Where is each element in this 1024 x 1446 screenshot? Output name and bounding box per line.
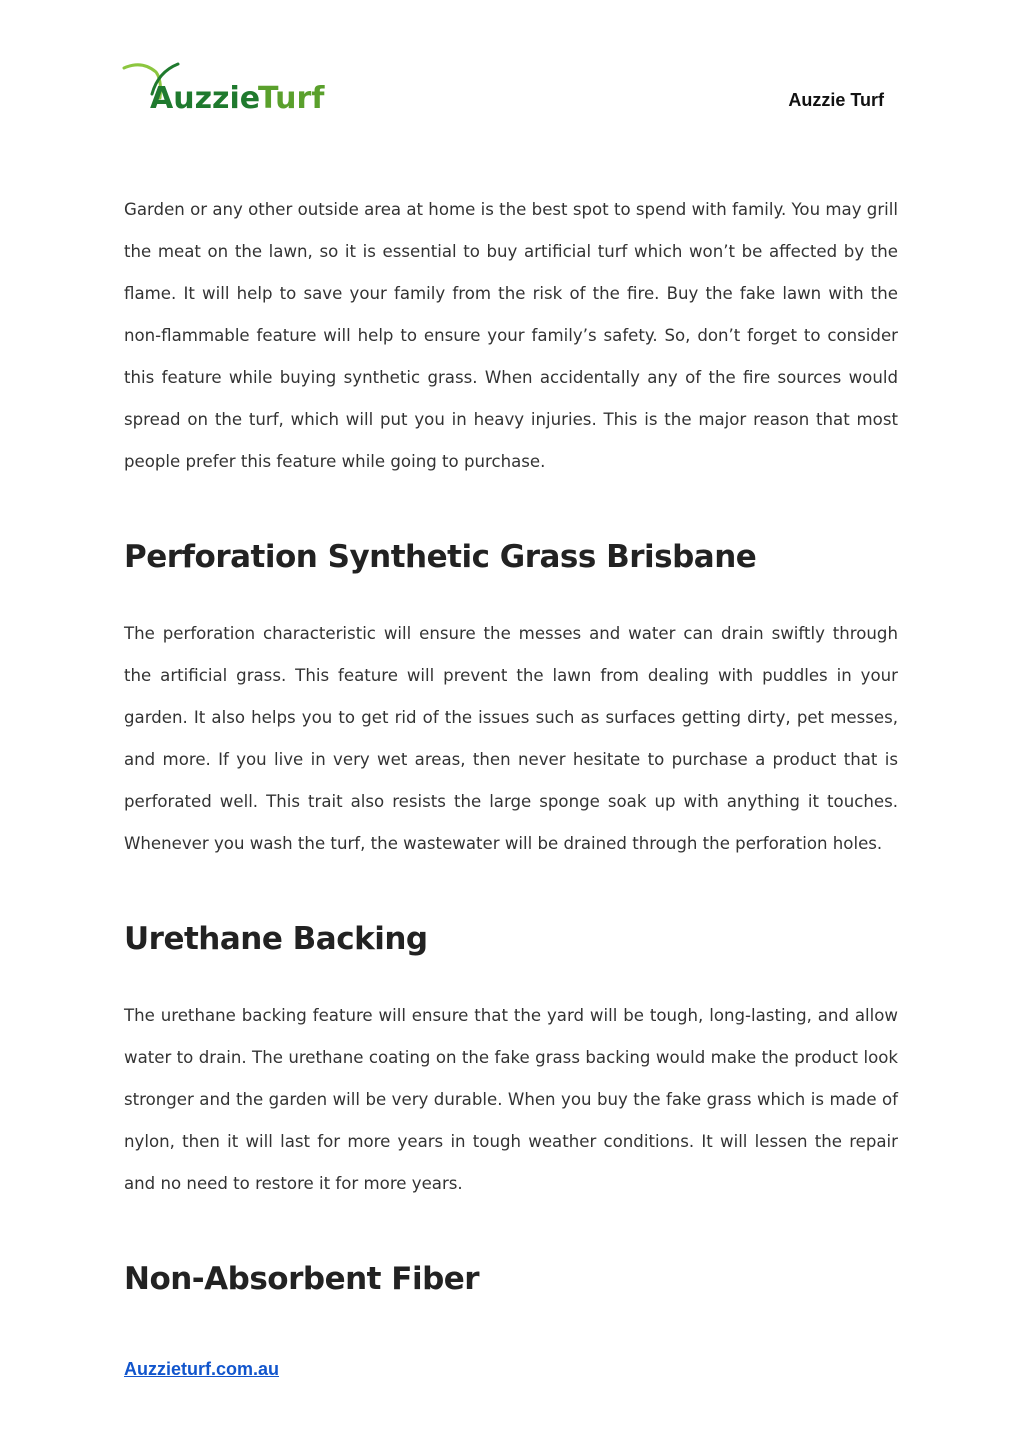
footer-website-link[interactable]: Auzzieturf.com.au [124, 1359, 280, 1379]
logo-text-main: Auzzie [150, 81, 261, 116]
urethane-paragraph: The urethane backing feature will ensure that the yard will be tough, long-lasting, and allow water to drain. The urethane coating on the fake grass backing would make the product look stronger and the garden will be very durable. When you buy the fake grass which is made of nylon, then it will last for more years in tough weather conditions. It will lessen the repair and no need to restore it for more years. [124, 1006, 898, 1193]
header-brand-name: Auzzie Turf [788, 90, 884, 110]
section-heading-non-absorbent: Non-Absorbent Fiber [124, 1261, 480, 1297]
perforation-paragraph: The perforation characteristic will ensure the messes and water can drain swiftly through the artificial grass. This feature will prevent the lawn from dealing with puddles in your garden. It also helps you to get rid of the issues such as surfaces getting dirty, pet messes, and more. If you live in very wet areas, then never hesitate to purchase a product that is perforated well. This trait also resists the large sponge soak up with anything it touches. Whenever you wash the turf, the wastewater will be drained through the perforation holes. [124, 624, 898, 853]
section-heading-perforation: Perforation Synthetic Grass Brisbane [124, 539, 757, 575]
intro-paragraph: Garden or any other outside area at home is the best spot to spend with family. You may grill the meat on the lawn, so it is essential to buy artificial turf which won’t be affected by the flame. It will help to save your family from the risk of the fire. Buy the fake lawn with the non-flammable feature will help to ensure your family’s safety. So, don’t forget to consider this feature while buying synthetic grass. When accidentally any of the fire sources would spread on the turf, which will put you in heavy injuries. This is the major reason that most people prefer this feature while going to purchase. [124, 200, 898, 471]
section-heading-urethane: Urethane Backing [124, 921, 428, 957]
auzzie-turf-logo [122, 58, 332, 118]
logo-text-accent: Turf [258, 81, 325, 116]
article-body [124, 189, 898, 1301]
